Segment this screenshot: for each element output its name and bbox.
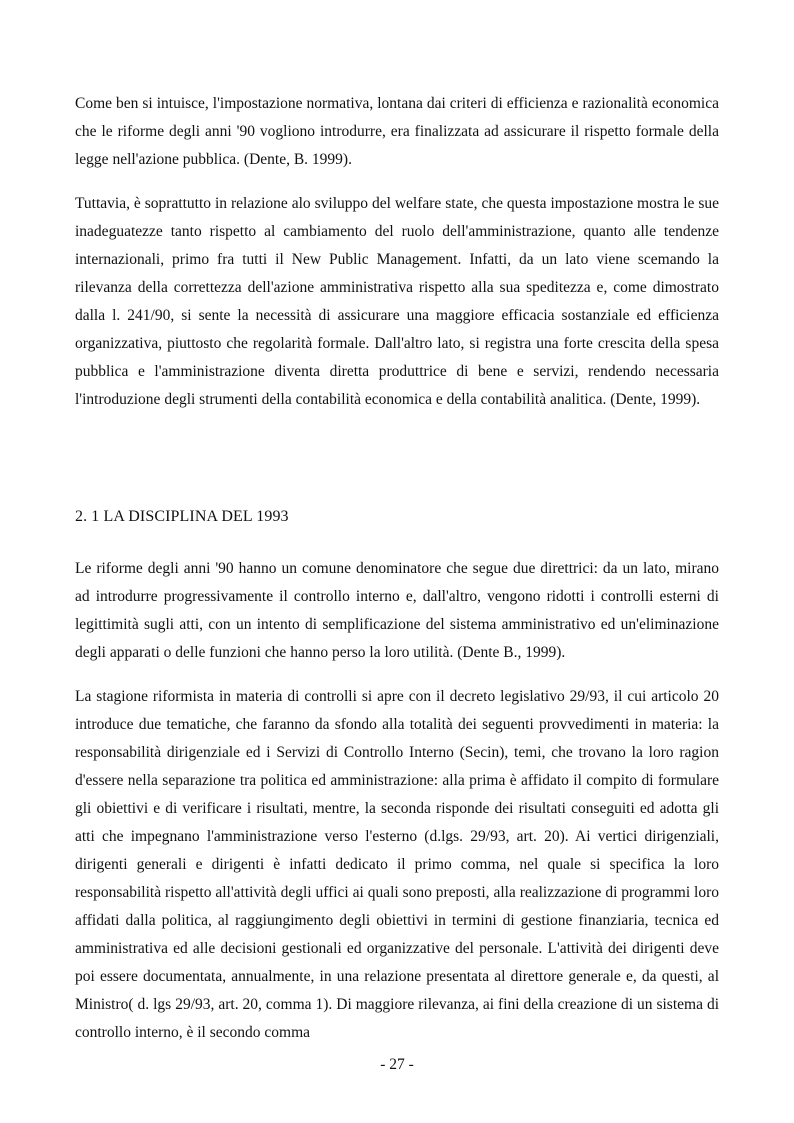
- paragraph-intro-1: Come ben si intuisce, l'impostazione normativa, lontana dai criteri di efficienza e razionalità economica che le riforme degli anni '90 vogliono introdurre, era finalizzata ad assicurare il rispetto formale della legge nell'azione pubblica. (Dente, B. 1999).: [75, 95, 719, 168]
- intro-text-block: [75, 90, 719, 414]
- paragraph-section-2: La stagione riformista in materia di controlli si apre con il decreto legislativo 29/93, il cui articolo 20 introduce due tematiche, che faranno da sfondo alla totalità dei seguenti provvedimenti in materia: la responsabilità dirigenziale ed i Servizi di Controllo Interno (Secin), temi, che trovano la loro ragion d'essere nella separazione tra politica ed amministrazione: alla prima è affidato il compito di formulare gli obiettivi e di verificare i risultati, mentre, la seconda risponde dei risultati conseguiti ed adotta gli atti che impegnano l'amministrazione verso l'esterno (d.lgs. 29/93, art. 20). Ai vertici dirigenziali, dirigenti generali e dirigenti è infatti dedicato il primo comma, nel quale si specifica la loro responsabilità rispetto all'attività degli uffici ai quali sono preposti, alla realizzazione di programmi loro affidati dalla politica, al raggiungimento degli obiettivi in termini di gestione finanziaria, tecnica ed amministrativa ed alle decisioni gestionali ed organizzative del personale. L'attività dei dirigenti deve poi essere documentata, annualmente, in una relazione presentata al direttore generale e, da questi, al Ministro( d. lgs 29/93, art. 20, comma 1). Di maggiore rilevanza, ai fini della creazione di un sistema di controllo interno, è il secondo comma: [75, 688, 719, 1041]
- section-heading: 2. 1 LA DISCIPLINA DEL 1993: [75, 508, 289, 525]
- paragraph-intro-2: Tuttavia, è soprattutto in relazione alo sviluppo del welfare state, che questa impostazione mostra le sue inadeguatezze tanto rispetto al cambiamento del ruolo dell'amministrazione, quanto alle tendenze internazionali, primo fra tutti il New Public Management. Infatti, da un lato viene scemando la rilevanza della correttezza dell'azione amministrativa rispetto alla sua speditezza e, come dimostrato dalla l. 241/90, si sente la necessità di assicurare una maggiore efficacia sostanziale ed efficienza organizzativa, piuttosto che regolarità formale. Dall'altro lato, si registra una forte crescita della spesa pubblica e l'amministrazione diventa diretta produttrice di bene e servizi, rendendo necessaria l'introduzione degli strumenti della contabilità economica e della contabilità analitica. (Dente, 1999).: [75, 195, 719, 408]
- section-text-block: [75, 555, 719, 1047]
- page-number: - 27 -: [380, 1056, 414, 1073]
- paragraph-section-1: Le riforme degli anni '90 hanno un comune denominatore che segue due direttrici: da un lato, mirano ad introdurre progressivamente il controllo interno e, dall'altro, vengono ridotti i controlli esterni di legittimità sugli atti, con un intento di semplificazione del sistema amministrativo ed un'eliminazione degli apparati o delle funzioni che hanno perso la loro utilità. (Dente B., 1999).: [75, 560, 719, 661]
